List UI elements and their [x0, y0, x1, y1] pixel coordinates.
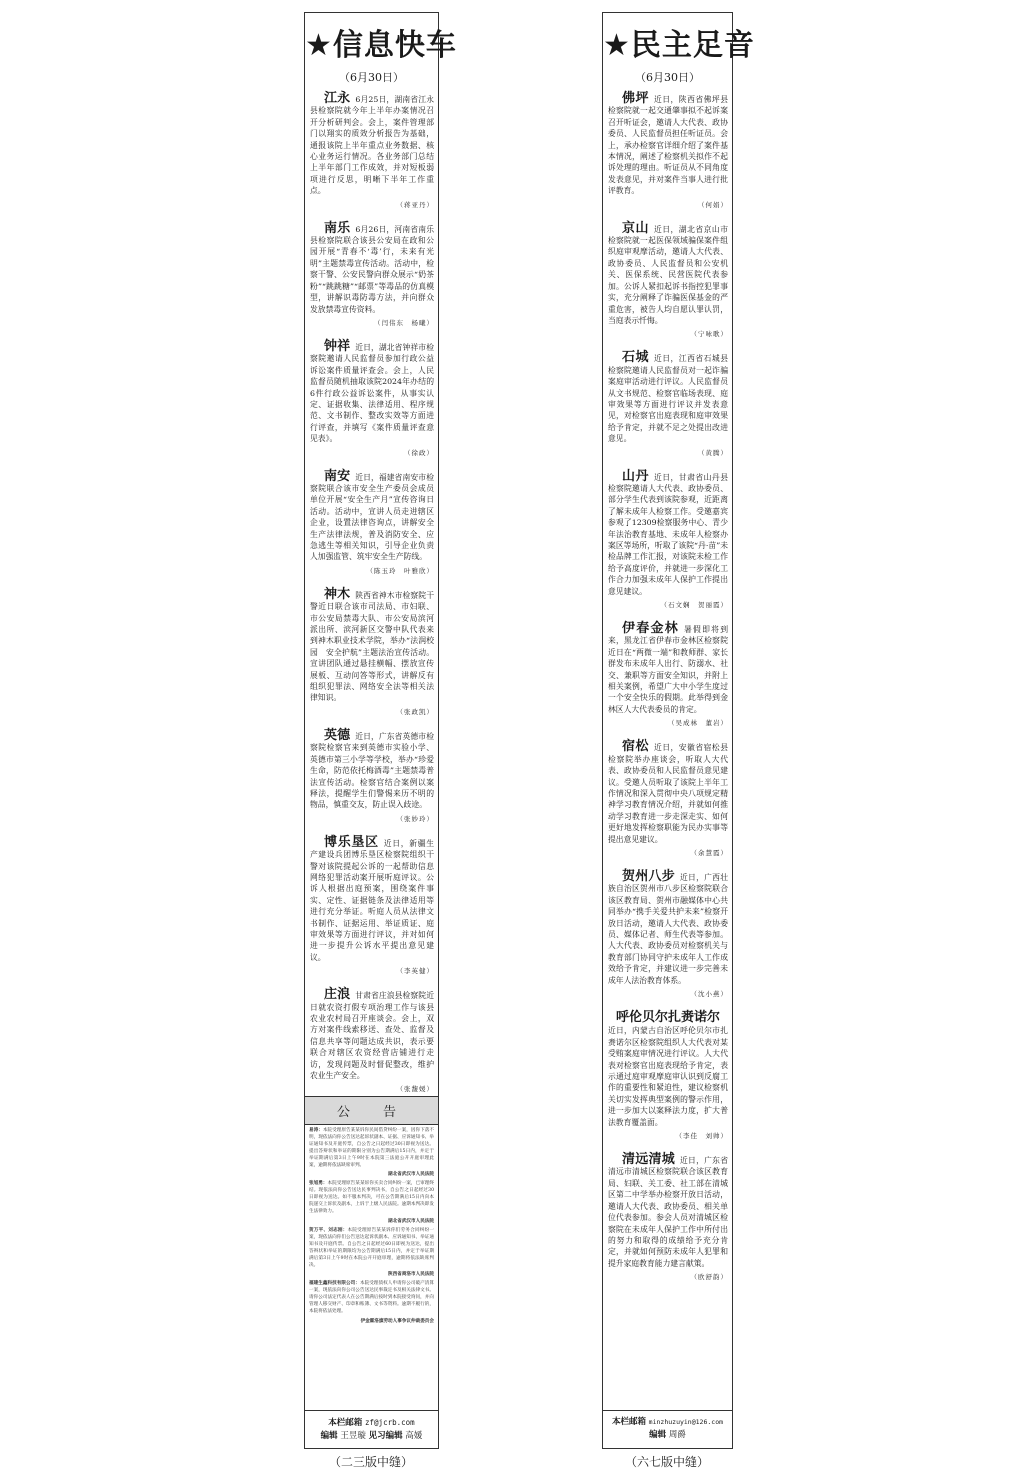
notice-paragraph: [309, 1228, 434, 1269]
news-place-name: 贺州八步: [622, 868, 675, 884]
news-item: [603, 868, 732, 998]
notice-text: 本院受理债权人申请你公司破产清算一案，现依法向你公司公告送达民事裁定书及相关法律文书。请你公司法定代表人在公告期满后按时到本院接受询问，并向管理人移交财产、印章和账簿、文书等资料。逾期不履行的，本院将依法处理。: [309, 1281, 434, 1315]
news-body-text: 甘肃省庄浪县检察院近日就农资打假专项治理工作与该县农业农村局召开座谈会。会上，双方对案件线索移送、查处、监督及信息共享等问题达成共识，表示要联合对辖区农资经营店铺进行走访，发现问题及时督促整改，维护农业生产安全。: [310, 991, 434, 1081]
editor-line: [603, 1429, 732, 1442]
notice-party: 福建生鑫科技有限公司：: [309, 1281, 360, 1287]
news-place-name: 山丹: [622, 468, 649, 484]
news-item: [305, 834, 438, 976]
news-author: （何娟）: [698, 200, 728, 209]
mailbox-line: [305, 1416, 438, 1430]
news-body-text: 近日，内蒙古自治区呼伦贝尔市扎赉诺尔区检察院组织人大代表对某受贿案庭审情况进行评议。人大代表对检察官出庭表现给予肯定，表示通过庭审观摩庭审认识到反腐工作的重要性和紧迫性，建议检察机关切实发挥典型案例的警示作用，进一步加大以案释法力度，扩大普法教育覆盖面。: [608, 1026, 728, 1127]
notice-paragraph: [309, 1128, 434, 1169]
news-item: [603, 352, 732, 456]
news-author: （张馥媛）: [396, 1085, 434, 1094]
news-paragraph: [608, 93, 728, 197]
news-paragraph: [310, 338, 434, 445]
mailbox-label: 本栏邮箱: [611, 1417, 646, 1427]
trainee-editor-label: 见习编辑: [368, 1431, 403, 1441]
news-paragraph: [608, 623, 728, 715]
news-paragraph: [310, 468, 434, 563]
mailbox-label: 本栏邮箱: [328, 1418, 363, 1428]
editor-label: 编辑: [320, 1431, 338, 1441]
news-author: （李英健）: [396, 967, 434, 976]
news-body-text: 近日，广西壮族自治区贺州市八步区检察院联合该区教育局、贺州市融媒体中心共同举办“携手关爱共护未来”检察开放日活动，邀请人大代表、政协委员、媒体记者、师生代表等参加。人大代表、政协委员对检察机关与教育部门协同守护未成年人工作成效给予肯定，并建议进一步完善未成年人法治教育体系。: [608, 872, 728, 985]
news-author: （宁咏歌）: [690, 330, 728, 339]
news-body-text: 近日，新疆生产建设兵团博乐垦区检察院组织干警对该院提起公诉的一起帮助信息网络犯罪活动案开展听庭评议。公诉人根据出庭预案，围绕案件事实、定性、证据链条及法律适用等进行充分举证。听庭人员从法律文书制作、证据运用、举证质证、庭审效果等方面进行评议，并对如何进一步提升公诉水平提出意见建议。: [310, 838, 434, 962]
news-body-text: 6月26日，河南省南乐县检察院联合该县公安局在政和公园开展“青春不‘毒’行，未来有光明”主题禁毒宣传活动。活动中，检察干警、公安民警向群众展示“奶茶粉”“跳跳糖”“邮票”等毒品的仿真模型，讲解识毒防毒方法，并向群众发放禁毒宣传资料。: [310, 224, 434, 314]
news-body-text: 近日，广东省清远市清城区检察院联合该区教育局、妇联、关工委、社工部在清城区第二中学举办检察开放日活动，邀请人大代表、政协委员、相关单位代表参加。参会人员对清城区检察院在未成年人保护工作中所付出的努力和取得的成绩给予充分肯定，并就如何预防未成年人犯罪和提升家庭教育能力建言献策。: [608, 1156, 728, 1268]
news-body-text: 陕西省神木市检察院干警近日联合该市司法局、市妇联、市公安局禁毒大队、市公安局滨河派出所、滨河新区交警中队代表来到神木职业技术学院，举办“法润校园 安全护航”主题法治宣传活动。宣讲团队通过悬挂横幅、摆放宣传展板、互动问答等形式，讲解反有组织犯罪法、网络安全法等相关法律知识。: [310, 590, 434, 703]
news-author: （沈小燕）: [690, 990, 728, 998]
news-paragraph: [310, 727, 434, 811]
notice-issuer: 湖北省武汉市人民法院: [388, 1172, 434, 1178]
news-paragraph: [608, 1012, 728, 1128]
news-paragraph: [310, 220, 434, 315]
column-header: ★民主足音: [603, 28, 755, 63]
notice-issuer: 伊金霍洛旗劳动人事争议仲裁委员会: [360, 1318, 434, 1324]
news-author: （吴成林 董岩）: [668, 719, 728, 728]
news-paragraph: [310, 586, 434, 704]
mailbox-line: [603, 1416, 732, 1429]
news-item: [305, 586, 438, 716]
news-list: [305, 93, 438, 1093]
news-place-name: 英德: [324, 727, 351, 743]
news-author: （李佳 刘帅）: [675, 1132, 728, 1141]
editor-name: 周爵: [668, 1430, 686, 1440]
column-date: （6月30日）: [339, 71, 404, 84]
news-item: [603, 1154, 732, 1281]
column-footer: [603, 1410, 732, 1448]
news-place-name: 京山: [622, 220, 649, 236]
news-author: （欧舒韵）: [690, 1273, 728, 1282]
notice-title: 公 告: [305, 1097, 438, 1125]
notice-issuer: 陕西省商洛市人民法院: [388, 1272, 434, 1278]
news-paragraph: [608, 1154, 728, 1269]
news-author: （石文娴 贺丽霞）: [660, 601, 728, 610]
page-gutter-caption: （二三版中缝）: [328, 1455, 413, 1469]
news-list: [603, 93, 732, 1281]
news-item: [305, 220, 438, 327]
news-item: [305, 727, 438, 823]
notice-party: 贺万平、刘志刚：: [309, 1227, 348, 1233]
news-item: [305, 989, 438, 1093]
notice-paragraph: [309, 1281, 434, 1316]
news-paragraph: [608, 468, 728, 597]
news-body-text: 暑假即将到来，黑龙江省伊春市金林区检察院近日在“两微一端”和教师群、家长群发布未成年人出行、防溺水、社交、兼职等方面安全知识，并附上相关案例，希望广大中小学生度过一个安全快乐的假期。此举得到金林区人大代表委员的肯定。: [608, 625, 728, 714]
news-author: （徐政）: [404, 448, 434, 457]
news-place-name: 庄浪: [324, 987, 351, 1003]
news-body-text: 近日，安徽省宿松县检察院举办座谈会，听取人大代表、政协委员和人民监督员意见建议。受邀人员听取了该院上半年工作情况和深入贯彻中央八项规定精神学习教育情况介绍，并就如何推动学习教育进一步走深走实、如何更好地发挥检察职能为民办实事等提出意见建议。: [608, 743, 728, 844]
news-place-name: 钟祥: [324, 338, 351, 354]
news-paragraph: [608, 741, 728, 845]
news-body-text: 近日，广东省英德市检察院检察官来到英德市实验小学、英德市第三小学等学校，举办“珍爱生命，防范依托梅酒毒”主题禁毒普法宣传活动。检察官结合案例以案释法，提醒学生们警惕来历不明的物品，慎重交友，防止误入歧途。: [310, 731, 434, 810]
news-place-name: 清远清城: [622, 1152, 675, 1168]
news-place-name: 呼伦贝尔扎赉诺尔: [615, 1010, 720, 1025]
news-item: [603, 220, 732, 339]
news-item: [305, 468, 438, 575]
news-author: （闫伟东 杨曦）: [374, 318, 434, 327]
news-item: [603, 741, 732, 857]
notice-body: [305, 1125, 438, 1331]
news-item: [305, 93, 438, 209]
column-date: （6月30日）: [635, 71, 700, 84]
news-item: [603, 1012, 732, 1140]
news-item: [603, 93, 732, 209]
news-place-name: 南安: [324, 468, 351, 484]
mailbox-address[interactable]: zf@jcrb.com: [365, 1418, 415, 1427]
news-body-text: 近日，福建省南安市检察院联合该市安全生产委员会成员单位开展“安全生产月”宣传咨询日活动。活动中，宣讲人员走进辖区企业，设置法律咨询点，讲解安全生产法律法规，普及消防安全、应急逃生等相关知识，引导企业负责人加强监管、筑牢安全生产防线。: [310, 472, 434, 562]
news-author: （陈玉玲 叶雅欣）: [366, 566, 434, 575]
column-header: ★信息快车: [305, 28, 457, 63]
notice-text: 本院受理原告某某诉你民间借贷纠纷一案，因你下落不明，现依法向你公告送达起诉状副本、证据、应诉通知书、举证通知书及开庭传票，自公告之日起经过30日即视为送达。提出答辩状和举证的期限分别为公告期满后15日内，并定于举证期满后第3日上午9时在本院第三法庭公开开庭审理此案，逾期将依法缺席审判。: [309, 1128, 434, 1168]
news-body-text: 6月25日，湖南省江永县检察院就今年上半年办案情况召开分析研判会。会上，案件管理部门以翔实的质效分析报告为基础，通报该院上半年重点业务数据、核心业务运行情况。各业务部门总结上半年部门工作成效，并对短板弱项进行反思，明晰下半年工作重点。: [310, 95, 434, 196]
editor-name: 王昱璇: [340, 1431, 366, 1441]
editor-label: 编辑: [649, 1430, 667, 1440]
news-place-name: 南乐: [324, 220, 351, 236]
news-paragraph: [608, 868, 728, 986]
news-body-text: 近日，江西省石城县检察院邀请人民监督员对一起诈骗案庭审活动进行评议。人民监督员从文书规范、检察官临场表现、庭审效果等方面进行评议并发表意见，对检察官出庭表现和庭审效果给予肯定，并就不足之处提出改进意见。: [608, 354, 728, 444]
news-item: [603, 468, 732, 610]
news-place-name: 石城: [622, 350, 649, 366]
news-author: （张政凯）: [396, 707, 434, 716]
news-place-name: 佛坪: [622, 91, 649, 106]
news-author: （黄腾）: [698, 448, 728, 457]
trainee-editor-name: 高媛: [405, 1431, 423, 1441]
news-paragraph: [608, 352, 728, 444]
news-place-name: 江永: [324, 91, 351, 106]
notice-party: 易涛：: [309, 1128, 323, 1133]
news-item: [603, 623, 732, 727]
news-author: （张妙玲）: [396, 814, 434, 823]
news-body-text: 近日，陕西省佛坪县检察院就一起交通肇事拟不起诉案召开听证会，邀请人大代表、政协委员、人民监督员担任听证员。会上，承办检察官详细介绍了案件基本情况，阐述了检察机关拟作不起诉处理的理由。听证员从不同角度发表意见，并对案件当事人进行批评教育。: [608, 95, 728, 196]
news-item: [305, 338, 438, 457]
column-footer: [305, 1410, 438, 1448]
news-place-name: 宿松: [622, 739, 649, 755]
news-author: （蒋亚丹）: [396, 200, 434, 209]
news-place-name: 伊春金林: [622, 621, 680, 637]
info-express-column: [304, 12, 457, 1449]
democracy-voice-column: [602, 12, 755, 1449]
editor-line: [305, 1430, 438, 1443]
news-body-text: 近日，湖北省京山市检察院就一起医保领域骗保案件组织庭审观摩活动，邀请人大代表、政协委员、人民监督员和公安机关、医保系统、民营医院代表参加。公诉人紧扣起诉书指控犯罪事实，充分阐释了诈骗医保基金的严重危害，被告人均自愿认罪认罚，当庭表示忏悔。: [608, 224, 728, 325]
notice-text: 本院受理原告某某诉你们劳务合同纠纷一案，现依法向你们公告送达起诉状副本、应诉通知书、举证通知书及开庭传票。自公告之日起经过60日即视为送达，提出答辩状和举证的期限均为公告期满后15日内，并定于举证期满后第3日上午9时在本院公开开庭审理，逾期将依法缺席判决。: [309, 1227, 434, 1268]
news-body-text: 近日，甘肃省山丹县检察院邀请人大代表、政协委员、部分学生代表到该院参观，近距离了解未成年人检察工作。受邀嘉宾参观了12309检察服务中心、青少年法治教育基地、未成年人检察办案区等场所，听取了该院“丹·苗”未检品牌工作汇报，对该院未检工作给予高度评价，并就进一步深化工作合力加强未成年人保护工作提出意见建议。: [608, 472, 728, 596]
page-gutter-caption: （六七版中缝）: [624, 1455, 709, 1469]
notice-paragraph: [309, 1181, 434, 1216]
news-place-name: 神木: [324, 586, 351, 602]
news-paragraph: [310, 834, 434, 963]
notice-party: 张旭勇：: [309, 1181, 328, 1187]
news-paragraph: [310, 989, 434, 1081]
mailbox-address[interactable]: minzhuzuyin@126.com: [648, 1418, 724, 1426]
notice-text: 本院受理原告某某诉你买卖合同纠纷一案，已审理终结。现依法向你公告送达民事判决书，自公告之日起经过30日即视为送达。如不服本判决，可在公告期满后15日内向本院递交上诉状及副本，上诉于上级人民法院。逾期本判决即发生法律效力。: [309, 1181, 434, 1215]
news-body-text: 近日，湖北省钟祥市检察院邀请人民监督员参加行政公益诉讼案件质量评查会。会上，人民监督员随机抽取该院2024年办结的6件行政公益诉讼案件，从事实认定、证据收集、法律适用、程序规范、文书制作、整改实效等方面进行评查，并填写《案件质量评查意见表》。: [310, 342, 434, 444]
notice-issuer: 湖北省武汉市人民法院: [388, 1218, 434, 1224]
news-place-name: 博乐垦区: [324, 834, 379, 850]
news-paragraph: [608, 220, 728, 327]
news-author: （余慧霞）: [690, 848, 728, 857]
news-paragraph: [310, 93, 434, 197]
notice-section: [305, 1096, 438, 1448]
